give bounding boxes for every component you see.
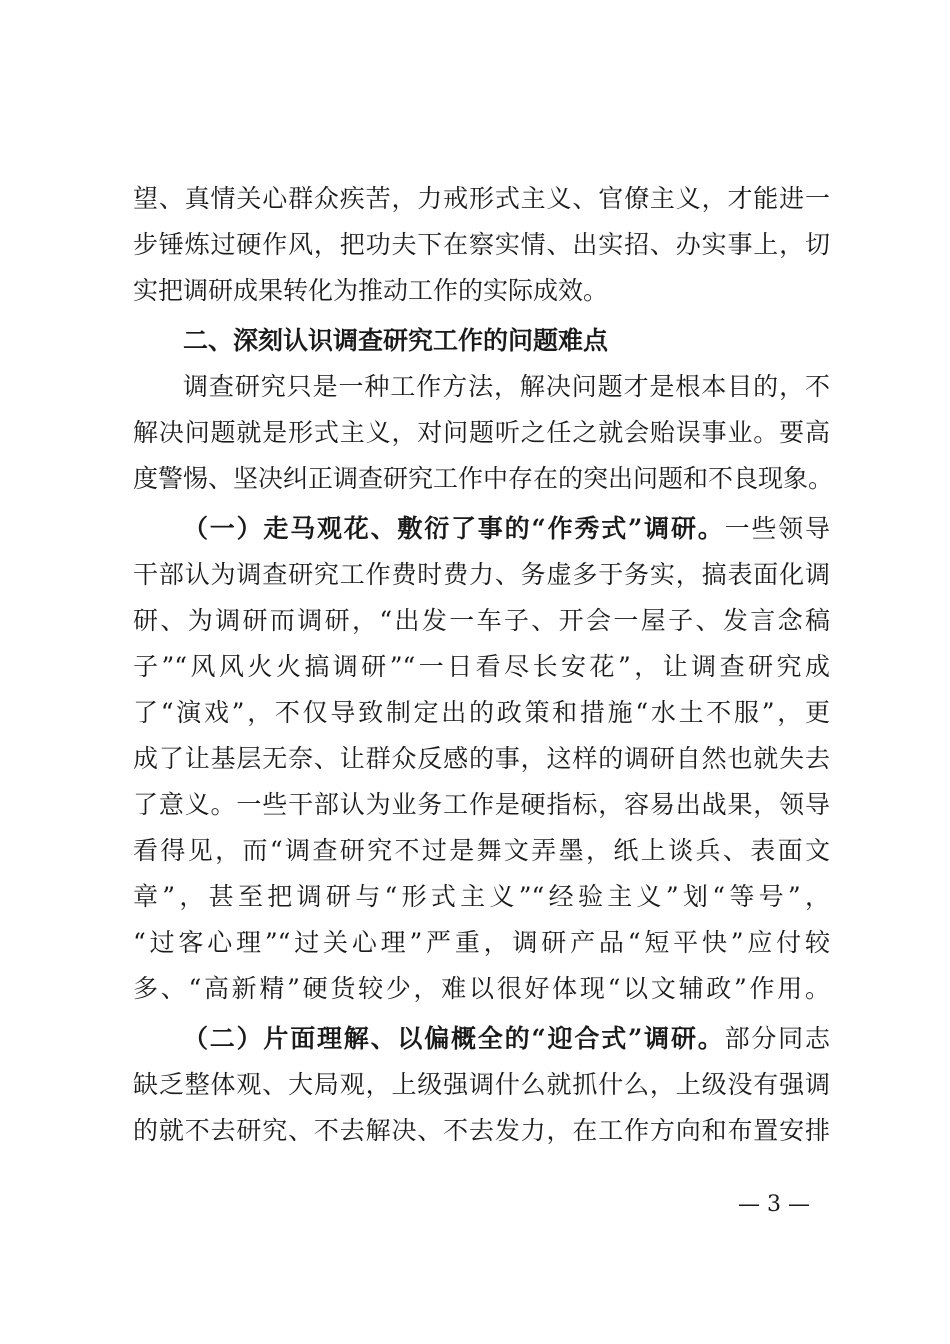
- paragraph-intro: [133, 364, 834, 502]
- text-line: 看得见，而“调查研究不过是舞文弄墨，纸上谈兵、表面文: [133, 836, 830, 865]
- text-span: 部分同志: [724, 1024, 830, 1053]
- text-line: 解决问题就是形式主义，对问题听之任之就会贻误事业。要高: [133, 418, 830, 447]
- section-heading: 二、深刻认识调查研究工作的问题难点: [183, 326, 609, 355]
- text-line: 了“演戏”，不仅导致制定出的政策和措施“水土不服”，更: [133, 698, 830, 727]
- text-line: 步锤炼过硬作风，把功夫下在察实情、出实招、办实事上，切: [133, 230, 830, 259]
- text-line: 度警惕、坚决纠正调查研究工作中存在的突出问题和不良现象。: [133, 464, 834, 493]
- page-number: — 3 —: [738, 1192, 810, 1217]
- text-line: 了意义。一些干部认为业务工作是硬指标，容易出战果，领导: [133, 790, 830, 819]
- text-line: 的就不去研究、不去解决、不去发力，在工作方向和布置安排: [133, 1116, 830, 1145]
- subsection-title: （一）走马观花、敷衍了事的“作秀式”调研。: [183, 514, 725, 543]
- subsection-title: （二）片面理解、以偏概全的“迎合式”调研。: [183, 1024, 725, 1053]
- paragraph-subsection-one: [133, 506, 830, 1012]
- text-line: 缺乏整体观、大局观，上级强调什么就抓什么，上级没有强调: [133, 1070, 830, 1099]
- text-line: 调查研究只是一种工作方法，解决问题才是根本目的，不: [183, 372, 830, 401]
- body-text: [133, 176, 834, 1154]
- paragraph-subsection-two: [133, 1016, 830, 1154]
- text-line: 干部认为调查研究工作费时费力、务虚多于务实，搞表面化调: [133, 560, 830, 589]
- text-line: 章”，甚至把调研与“形式主义”“经验主义”划“等号”，: [133, 882, 830, 911]
- text-line: 成了让基层无奈、让群众反感的事，这样的调研自然也就失去: [133, 744, 830, 773]
- text-line: “过客心理”“过关心理”严重，调研产品“短平快”应付较: [133, 928, 830, 957]
- paragraph-continued: [133, 176, 830, 314]
- text-line: [133, 506, 830, 552]
- text-line: 实把调研成果转化为推动工作的实际成效。: [133, 276, 609, 305]
- text-span: 一些领导: [724, 514, 830, 543]
- text-line: 望、真情关心群众疾苦，力戒形式主义、官僚主义，才能进一: [133, 184, 830, 213]
- text-line: 子”“风风火火搞调研”“一日看尽长安花”，让调查研究成: [133, 652, 830, 681]
- text-line: 多、“高新精”硬货较少，难以很好体现“以文辅政”作用。: [133, 974, 830, 1003]
- text-line: [133, 1016, 830, 1062]
- text-line: 研、为调研而调研，“出发一车子、开会一屋子、发言念稿: [133, 606, 830, 635]
